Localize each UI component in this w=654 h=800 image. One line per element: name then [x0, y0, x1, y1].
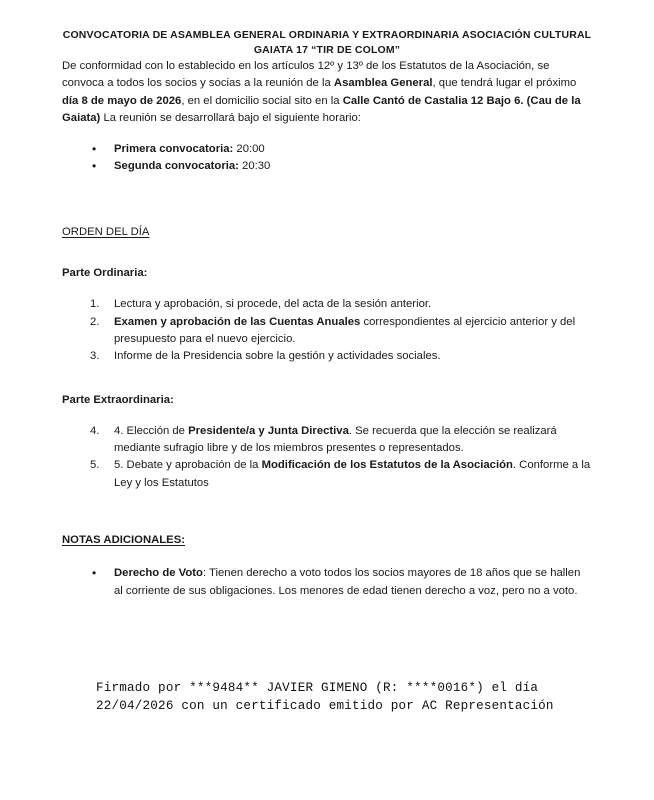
item-text-post: correspondientes al ejercicio anterior y del presupuesto para el nuevo ejercicio.	[114, 315, 576, 345]
item-text-bold: Presidente/a y Junta Directiva	[188, 424, 349, 437]
title-part-normal: CONVOCATORIA DE ASAMBLEA GENERAL ORDINARIA Y EXTRAORDINARIA	[62, 29, 463, 41]
title-part-bold: ASOCIACIÓN CULTURAL	[462, 29, 592, 41]
schedule-value-segunda: 20:30	[238, 160, 271, 173]
item-text-bold: Modificación de los Estatutos de la Asociación	[261, 459, 513, 472]
nota-label-derecho-voto: Derecho de Voto	[114, 567, 203, 580]
nota-text: : Tienen derecho a voto todos los socios mayores de 18 años que se hallen al corriente de sus obligaciones. Los menores de edad tienen derecho a voz, pero no a voto.	[114, 567, 581, 597]
title-line-2: GAIATA 17 “TIR DE COLOM”	[253, 44, 401, 56]
list-item	[62, 158, 592, 175]
item-text-pre: 4. Elección de	[114, 424, 189, 437]
orden-del-dia-heading: ORDEN DEL DÍA	[62, 225, 150, 238]
intro-text-1: De conformidad con lo establecido en los artículos 12º y 13º de los Estatutos de la Asociación, se convoca a todos los socios y socias a la reunión de la	[62, 60, 550, 90]
list-item	[62, 348, 592, 365]
intro-text-3: , en el domicilio social sito en la	[181, 94, 343, 107]
schedule-value-primera: 20:00	[233, 143, 265, 156]
document-body	[0, 58, 654, 600]
item-text-pre: 5. Debate y aprobación de la	[114, 459, 262, 472]
schedule-list	[62, 141, 592, 176]
list-item	[62, 141, 592, 158]
item-text-bold: Examen y aprobación de las Cuentas Anuales	[114, 315, 361, 328]
parte-extraordinaria-heading: Parte Extraordinaria:	[62, 393, 174, 406]
schedule-label-primera: Primera convocatoria:	[114, 143, 234, 156]
list-item	[62, 314, 592, 349]
intro-text-2: , que tendrá lugar el próximo	[432, 77, 577, 90]
item-text-post: . Se recuerda que la elección se realizará mediante sufragio libre y de los miembros presentes o representados.	[114, 424, 557, 455]
intro-text-4: La reunión se desarrollará bajo el siguiente horario:	[100, 111, 361, 124]
list-item	[62, 457, 592, 492]
parte-ordinaria-heading: Parte Ordinaria:	[62, 267, 148, 280]
parte-ordinaria-list	[62, 296, 592, 365]
parte-extraordinaria-list	[62, 423, 592, 492]
item-text-pre: Informe de la Presidencia sobre la gestión y actividades sociales.	[114, 350, 441, 363]
title-line-1	[62, 28, 592, 43]
schedule-label-segunda: Segunda convocatoria:	[114, 160, 239, 173]
item-text-pre: Lectura y aprobación, si procede, del acta de la sesión anterior.	[114, 298, 432, 311]
notas-adicionales-heading: NOTAS ADICIONALES:	[62, 534, 186, 547]
digital-signature-stamp: Firmado por ***9484** JAVIER GIMENO (R: ****0016*) el día 22/04/2026 con un certificado emitido por AC Representación	[96, 681, 554, 713]
item-text-post: . Conforme a la Ley y los Estatutos	[114, 459, 591, 489]
intro-bold-address: Calle Cantó de Castalia 12 Bajo 6. (Cau de la Gaiata)	[62, 94, 581, 124]
page-title	[0, 0, 654, 58]
intro-bold-date: día 8 de mayo de 2026	[62, 94, 182, 107]
list-item	[62, 296, 592, 313]
notas-list	[62, 565, 592, 600]
intro-bold-asamblea-general: Asamblea General	[333, 77, 433, 90]
intro-paragraph	[62, 58, 592, 127]
list-item	[62, 423, 592, 458]
list-item	[62, 565, 592, 600]
